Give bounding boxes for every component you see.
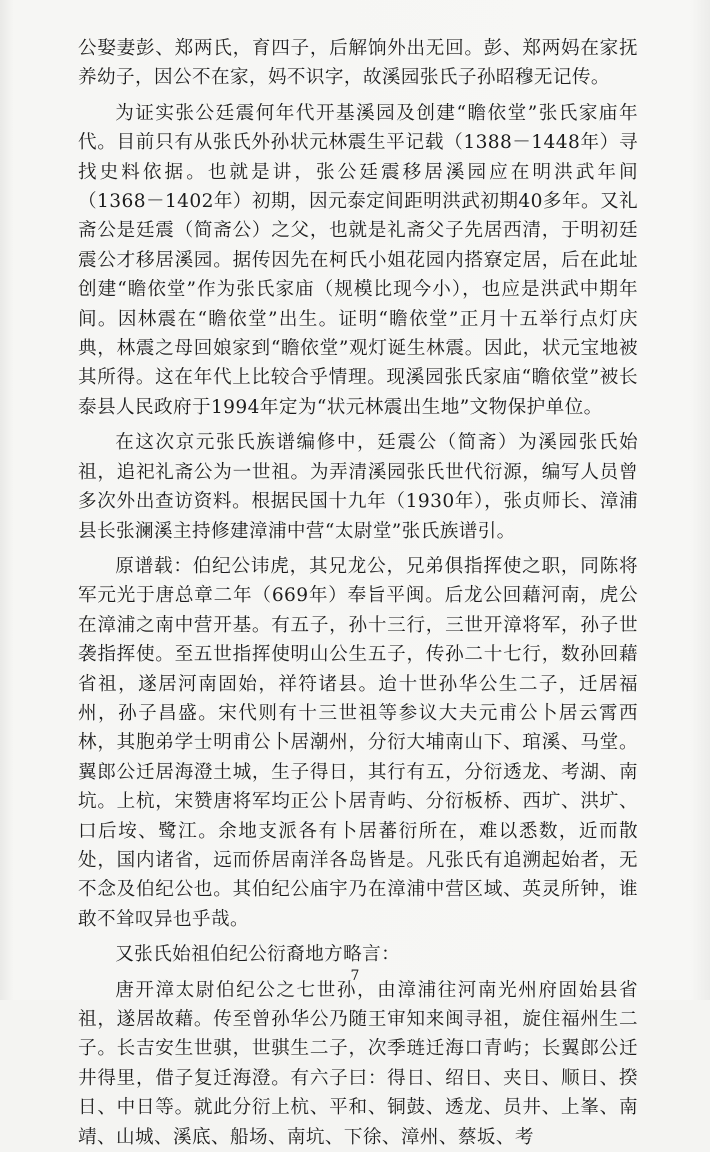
paragraph-2: 为证实张公廷震何年代开基溪园及创建“瞻依堂”张氏家庙年代。目前只有从张氏外孙状元林震生平记载（1388－1448年）寻找史料依据。也就是讲，张公廷震移居溪园应在明洪武年间（1368－1402年）初期，因元泰定间距明洪武初期40多年。又礼斋公是廷震（简斋公）之父，也就是礼斋父子先居西清，于明初廷震公才移居溪园。据传因先在柯氏小姐花园内搭寮定居，后在此址创建“瞻依堂”作为张氏家庙（规模比现今小），也应是洪武中期年间。因林震在“瞻依堂”出生。证明“瞻依堂”正月十五举行点灯庆典，林震之母回娘家到“瞻依堂”观灯诞生林震。因此，状元宝地被其所得。这在年代上比较合乎情理。现溪园张氏家庙“瞻依堂”被长泰县人民政府于1994年定为“状元林震出生地”文物保护单位。 <box>78 102 638 418</box>
paragraph-1: 公娶妻彭、郑两氏，育四子，后解饷外出无回。彭、郑两妈在家抚养幼子，因公不在家，妈不识字，故溪园张氏子孙昭穆无记传。 <box>78 38 638 89</box>
paragraph-3: 在这次京元张氏族谱编修中，廷震公（简斋）为溪园张氏始祖，追祀礼斋公为一世祖。为弄清溪园张氏世代衍源，编写人员曾多次外出查访资料。根据民国十九年（1930年），张贞师长、漳浦县长张澜溪主持修建漳浦中营“太尉堂”张氏族谱引。 <box>78 432 638 542</box>
page-number: 7 <box>350 968 360 984</box>
paragraph-4: 原谱载：伯纪公讳虎，其兄龙公，兄弟俱指挥使之职，同陈将军元光于唐总章二年（669年）奉旨平闽。后龙公回藉河南，虎公在漳浦之南中营开基。有五子，孙十三行，三世开漳将军，孙子世袭指挥使。至五世指挥使明山公生五子，传孙二十七行，数孙回藉省祖，遂居河南固始，祥符诸县。迨十世孙华公生二子，迁居福州，孙子昌盛。宋代则有十三世祖等参议大夫元甫公卜居云霄西林，其胞弟学士明甫公卜居潮州，分衍大埔南山下、琯溪、马堂。翼郎公迁居海澄土城，生子得日，其行有五，分衍透龙、考湖、南坑。上杭，宋赞唐将军均正公卜居青屿、分衍板桥、西圹、洪圹、口后垵、鹭江。余地支派各有卜居蕃衍所在，难以悉数，近而散处，国内诸省，远而侨居南洋各岛皆是。凡张氏有追溯起始者，无不念及伯纪公也。其伯纪公庙宇乃在漳浦中营区域、英灵所钟，谁敢不耸叹异也乎哉。 <box>78 555 638 930</box>
paragraph-5: 又张氏始祖伯纪公衍裔地方略言： <box>115 944 401 966</box>
body-text <box>78 34 638 1152</box>
paragraph-6: 唐开漳太尉伯纪公之七世孙，由漳浦往河南光州府固始县省祖，遂居故藉。传至曾孙华公乃随王审知来闽寻祖，旋住福州生二子。长吉安生世骐，世骐生二子，次季琏迁海口青屿；长翼郎公迁井得里，借子复迁海澄。有六子曰：得日、绍日、夹日、顺日、揆日、中日等。就此分衍上杭、平和、铜鼓、透龙、员井、上峯、南靖、山城、溪底、船场、南坑、下徐、漳州、蔡坂、考 <box>78 979 638 1148</box>
